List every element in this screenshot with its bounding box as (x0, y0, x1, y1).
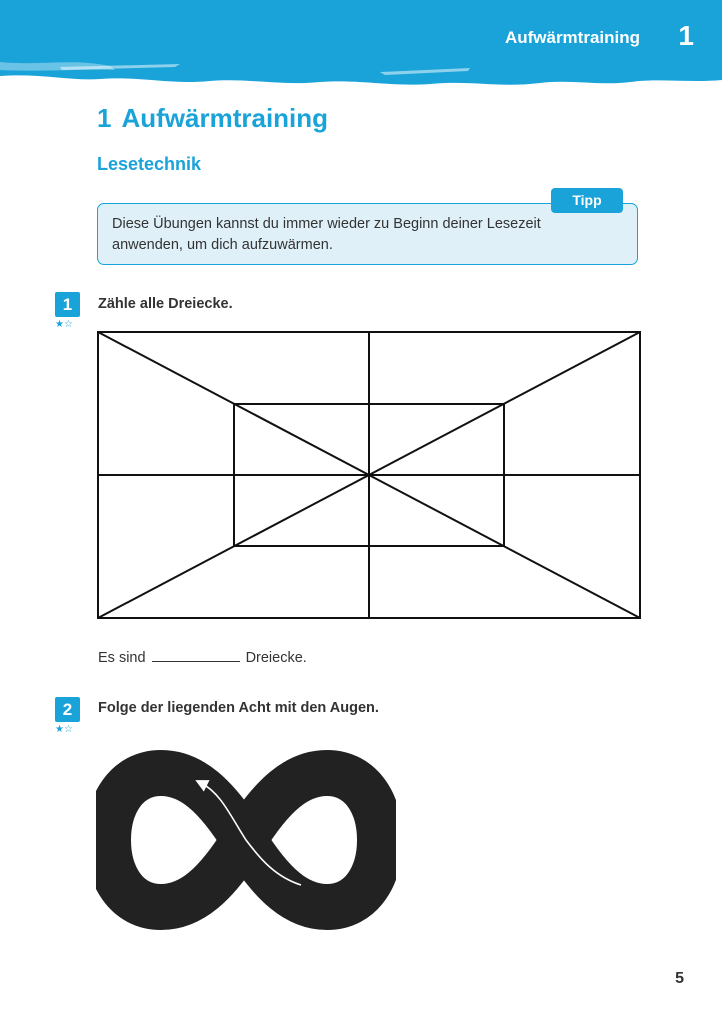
answer-prefix: Es sind (98, 650, 146, 666)
chapter-number: 1 (678, 20, 694, 51)
tip-label: Tipp (551, 188, 623, 213)
answer-suffix: Dreiecke. (245, 650, 307, 666)
task-1-difficulty-stars: ★☆ (55, 319, 73, 330)
chapter-title: Aufwärmtraining (504, 28, 640, 47)
page-number: 5 (675, 970, 684, 987)
triangle-counting-figure (96, 330, 642, 620)
lying-eight-figure (96, 745, 396, 935)
task-2-badge: 2 (55, 697, 80, 722)
task-1-instruction: Zähle alle Dreiecke. (98, 296, 233, 312)
subheading: Lesetechnik (97, 154, 202, 174)
answer-blank-field[interactable] (152, 647, 240, 662)
task-1-answer (98, 647, 307, 666)
page-heading-title: Aufwärmtraining (121, 103, 329, 133)
task-2-instruction: Folge der liegenden Acht mit den Augen. (98, 700, 379, 716)
page-heading (97, 103, 328, 134)
task-1-badge: 1 (55, 292, 80, 317)
page-heading-number: 1 (97, 103, 112, 133)
task-2-difficulty-stars: ★☆ (55, 724, 73, 735)
tip-text: Diese Übungen kannst du immer wieder zu Beginn deiner Lesezeit anwenden, um dich aufzuwärmen. (112, 216, 541, 253)
